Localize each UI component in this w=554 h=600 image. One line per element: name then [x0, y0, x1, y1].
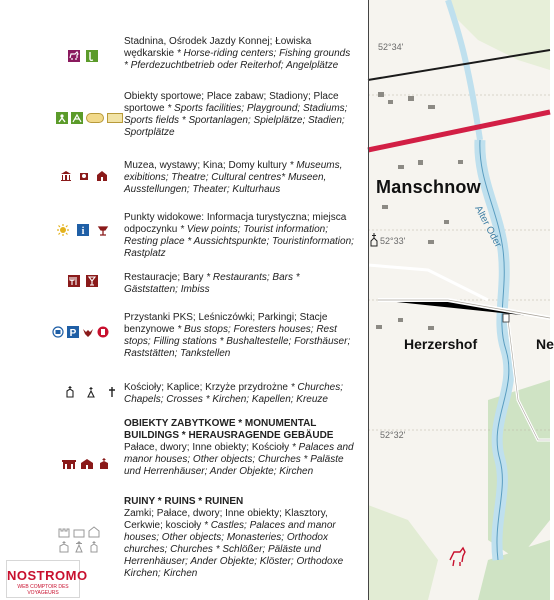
chapel-icon — [85, 386, 97, 398]
restaurant-icon — [68, 275, 80, 287]
legend-text-ruins: RUINY * RUINS * RUINEN Zamki; Pałace, dwory; Inne obiekty; Klasztory, Cerkwie; koscioły * Castles; Palaces and manor houses; Other objects; Monasteries; Orthodox churches; Churches * Schlößer; Päläste und Herrenhäuser; Ander Objekte; Klöster; Orthodoxe Kirchen; Kirchen — [124, 496, 344, 579]
church-map-icon — [371, 233, 377, 246]
filling-station-icon — [97, 326, 109, 338]
legend-row-restaurants — [0, 272, 368, 302]
nostromo-logo — [6, 560, 88, 598]
place-label-manschnow: Manschnow — [376, 177, 481, 197]
monastery-ruin-icon — [58, 541, 70, 553]
parking-icon — [67, 326, 79, 338]
road-white-west — [368, 265, 488, 300]
orthodox-church-ruin-icon — [73, 541, 85, 553]
church-icon — [64, 386, 76, 398]
svg-text:P: P — [69, 328, 77, 339]
sports-field-icon — [107, 113, 123, 123]
palace-ruin-icon — [73, 526, 85, 538]
stadium-icon — [86, 113, 104, 123]
view-point-icon — [57, 224, 69, 236]
legend-text-monumental: OBIEKTY ZABYTKOWE * MONUMENTAL BUILDINGS * HERAUSRAGENDE GEBÄUDE Pałace, dwory; Inne obiekty; Kościoły * Palaces and manor houses; Other objects; Churches * Paläste und Herrenhäuser; Ander Objekte; Kirchen — [124, 418, 354, 477]
bridge-icon — [503, 314, 509, 322]
map-canvas — [368, 0, 550, 600]
playground-icon — [71, 112, 83, 124]
legend-text-sports: Obiekty sportowe; Place zabaw; Stadiony; Place sportowe * Sports facilities; Playground; Stadiums; Sports fields * Sportanlagen; Spielplätze; Stadien; Sportplätze — [124, 91, 348, 138]
legend-text-restaurants: Restauracje; Bary * Restaurants; Bars * Gäststatten; Imbiss — [124, 272, 300, 295]
cultural-centre-icon — [96, 170, 108, 182]
legend-text-bus-stops: Przystanki PKS; Leśniczówki; Parkingi; Stacje benzynowe * Bus stops; Foresters houses; Rest stops; Filling stations * Bushaltestelle; Forsthäuser; Raststätten; Tankstellen — [124, 312, 351, 359]
other-monument-icon — [80, 458, 94, 470]
latitude-label-5234: 52°34' — [378, 42, 404, 52]
church-monument-icon — [98, 458, 110, 470]
other-ruin-icon — [88, 526, 100, 538]
latitude-label-5232: 52°32' — [380, 430, 406, 440]
river-label-alter-oder: Alter Oder — [472, 204, 504, 250]
palace-monument-icon — [62, 458, 76, 470]
church-ruin-icon — [88, 541, 100, 553]
wayside-cross-icon — [106, 386, 118, 398]
logo-name: NOSTROMO — [7, 568, 88, 583]
herzershof-buildings — [376, 318, 434, 330]
manschnow-buildings — [378, 92, 463, 244]
bar-icon — [86, 275, 98, 287]
legend-row-viewpoints — [0, 212, 368, 264]
castle-ruin-icon — [58, 526, 70, 538]
legend-row-churches — [0, 382, 368, 412]
svg-text:i: i — [81, 226, 85, 237]
latitude-label-5233: 52°33' — [380, 236, 406, 246]
legend-row-bus-stops — [0, 312, 368, 368]
legend-text-churches: Kościoły; Kaplice; Krzyże przydrożne * Churches; Chapels; Crosses * Kirchen; Kapellen; Kreuze — [124, 382, 343, 405]
resting-place-icon — [97, 224, 109, 236]
place-label-ne: Ne — [536, 336, 554, 352]
forester-house-icon — [82, 326, 94, 338]
road-red-main — [368, 112, 550, 150]
legend-row-sports — [0, 90, 368, 150]
legend-text-viewpoints: Punkty widokowe: Informacja turystyczna; miejsca odpoczynku * View points; Tourist information; Resting place * Aussichtspunkte; Touristinformation; Rastplatz — [124, 212, 354, 259]
museum-icon — [60, 170, 72, 182]
tourist-information-icon — [77, 224, 89, 236]
legend-text-horse-fishing: Stadnina, Ośrodek Jazdy Konnej; Łowiska wędkarskie * Horse-riding centers; Fishing grounds * Pferdezuchtbetrieb oder Reiterhof; Angelplätze — [124, 36, 351, 71]
green-area-southwest — [368, 505, 438, 600]
road-black — [368, 50, 550, 80]
legend-row-museums — [0, 158, 368, 200]
legend-row-horse-fishing — [0, 32, 368, 80]
sports-facility-icon — [56, 112, 68, 124]
legend-row-monumental — [0, 418, 368, 484]
legend-text-museums: Muzea, wystawy; Kina; Domy kultury * Museums, exibitions; Theatre; Cultural centres* Museen, Ausstellungen; Theater; Kulturhaus — [124, 160, 343, 195]
fishing-ground-icon — [86, 50, 98, 62]
bus-stop-icon — [52, 326, 64, 338]
horse-riding-map-icon — [450, 548, 465, 566]
place-label-herzershof: Herzershof — [404, 336, 478, 352]
map-panel[interactable] — [368, 0, 554, 600]
horse-riding-icon — [68, 50, 80, 62]
theatre-icon — [78, 170, 90, 182]
logo-tagline: WEB COMPTOIR DES VOYAGEURS — [17, 584, 69, 596]
